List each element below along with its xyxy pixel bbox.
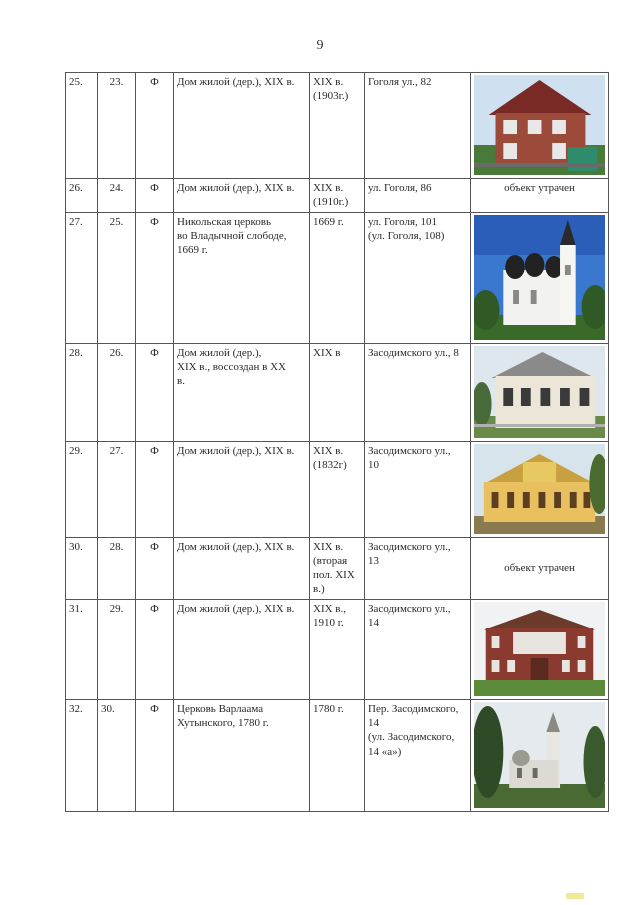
- object-name: Церковь Варлаама Хутынского, 1780 г.: [174, 699, 310, 811]
- category: Ф: [136, 343, 174, 441]
- row-number: 30.: [66, 537, 98, 599]
- object-date: 1780 г.: [310, 699, 365, 811]
- object-name: Дом жилой (дер.), XIX в.: [174, 179, 310, 213]
- table-row: [66, 73, 609, 179]
- registry-number: 24.: [98, 179, 136, 213]
- registry-number: 27.: [98, 441, 136, 537]
- object-address: Засодимского ул., 10: [365, 441, 471, 537]
- object-photo-cell: [471, 699, 609, 811]
- row-number: 29.: [66, 441, 98, 537]
- object-name: Дом жилой (дер.), XIX в., воссоздан в XX в.: [174, 343, 310, 441]
- object-name: Дом жилой (дер.), XIX в.: [174, 73, 310, 179]
- row-number: 26.: [66, 179, 98, 213]
- registry-number: 28.: [98, 537, 136, 599]
- object-address: Засодимского ул., 14: [365, 599, 471, 699]
- object-date: XIX в. (1832г): [310, 441, 365, 537]
- object-photo-cell: [471, 599, 609, 699]
- object-date: XIX в., 1910 г.: [310, 599, 365, 699]
- registry-number: 26.: [98, 343, 136, 441]
- object-name: Дом жилой (дер.), XIX в.: [174, 441, 310, 537]
- category: Ф: [136, 537, 174, 599]
- object-date: XIX в: [310, 343, 365, 441]
- object-address: ул. Гоголя, 101 (ул. Гоголя, 108): [365, 212, 471, 343]
- category: Ф: [136, 699, 174, 811]
- object-lost-status: объект утрачен: [471, 537, 609, 599]
- row-number: 32.: [66, 699, 98, 811]
- object-name: Дом жилой (дер.), XIX в.: [174, 599, 310, 699]
- photo-wooden-house-yellow: [474, 444, 605, 534]
- table-row: [66, 537, 609, 599]
- registry-number: 25.: [98, 212, 136, 343]
- registry-number: 23.: [98, 73, 136, 179]
- category: Ф: [136, 73, 174, 179]
- object-address: Гоголя ул., 82: [365, 73, 471, 179]
- page-number: 9: [316, 38, 324, 53]
- category: Ф: [136, 179, 174, 213]
- photo-church-nikolskaya: [474, 215, 605, 340]
- heritage-registry-table: [65, 72, 609, 812]
- object-lost-status: объект утрачен: [471, 179, 609, 213]
- object-address: Засодимского ул., 8: [365, 343, 471, 441]
- object-photo-cell: [471, 212, 609, 343]
- table-row: [66, 212, 609, 343]
- object-date: XIX в. (вторая пол. XIX в.): [310, 537, 365, 599]
- registry-number: 29.: [98, 599, 136, 699]
- row-number: 25.: [66, 73, 98, 179]
- table-row: [66, 179, 609, 213]
- photo-church-varlaam: [474, 702, 605, 808]
- photo-wooden-house-brown: [474, 602, 605, 696]
- row-number: 27.: [66, 212, 98, 343]
- registry-number: 30.: [98, 699, 136, 811]
- photo-wooden-house-white: [474, 346, 605, 438]
- category: Ф: [136, 441, 174, 537]
- row-number: 31.: [66, 599, 98, 699]
- object-address: Пер. Засодимского, 14 (ул. Засодимского, 14 «а»): [365, 699, 471, 811]
- table-row: [66, 699, 609, 811]
- object-date: XIX в. (1910г.): [310, 179, 365, 213]
- object-photo-cell: [471, 73, 609, 179]
- table-row: [66, 441, 609, 537]
- table-row: [66, 343, 609, 441]
- object-photo-cell: [471, 441, 609, 537]
- object-address: Засодимского ул., 13: [365, 537, 471, 599]
- object-date: 1669 г.: [310, 212, 365, 343]
- object-address: ул. Гоголя, 86: [365, 179, 471, 213]
- object-photo-cell: [471, 343, 609, 441]
- object-name: Дом жилой (дер.), XIX в.: [174, 537, 310, 599]
- category: Ф: [136, 212, 174, 343]
- row-number: 28.: [66, 343, 98, 441]
- scan-artifact: [566, 893, 584, 899]
- object-date: XIX в. (1903г.): [310, 73, 365, 179]
- photo-wooden-house-red: [474, 75, 605, 175]
- object-name: Никольская церковь во Владычной слободе, 1669 г.: [174, 212, 310, 343]
- category: Ф: [136, 599, 174, 699]
- table-row: [66, 599, 609, 699]
